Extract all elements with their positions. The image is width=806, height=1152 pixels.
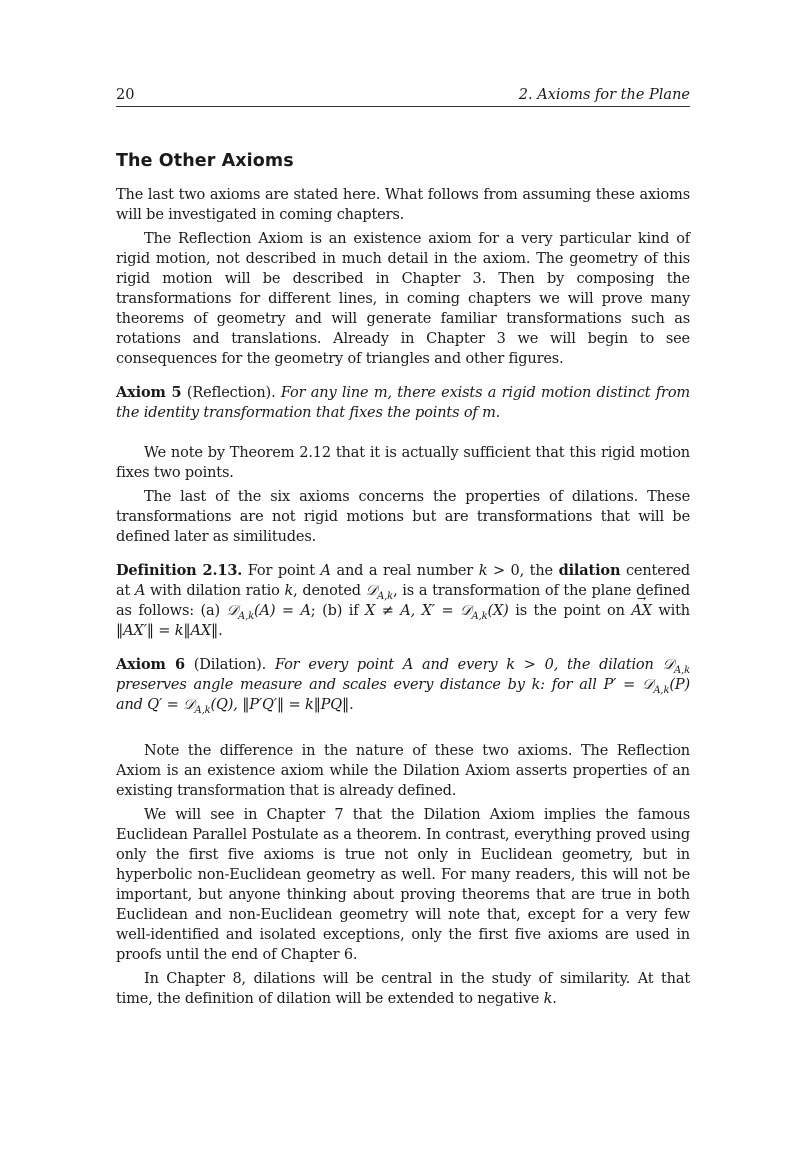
definition-text: For point [242,563,321,579]
math-subscript: A,k [194,704,211,716]
math-var: k [543,991,553,1007]
math-operator: 𝒟 [365,583,378,599]
ray-notation: → AX [631,601,652,621]
definition-text: with ‖ [116,603,690,639]
math-subscript: A,k [377,590,394,602]
axiom-6-name: (Dilation). [184,657,267,673]
definition-label: Definition 2.13. [116,562,243,579]
paragraph-intro: The last two axioms are stated here. What follows from assuming these axioms will be investigated in coming chapters. [116,187,690,223]
axiom-5-label: Axiom 5 [116,384,182,401]
definition-text: with dilation ratio [145,583,285,599]
math-operator: 𝒟 [460,603,472,619]
math-expression: X ≠ A, X′ = [365,603,461,619]
paragraph-text: . [552,991,557,1007]
axiom-5 [116,383,690,423]
math-var: k [284,583,294,599]
math-expression: AX [190,623,212,639]
definition-text: and a real number [330,563,479,579]
axiom-6-statement: preserves angle measure and scales every distance by k: for all P′ = [116,677,642,693]
paragraph-theorem-note: We note by Theorem 2.12 that it is actually sufficient that this rigid motion fixes two points. [116,445,690,481]
math-subscript: A,k [471,610,488,622]
axiom-6-label: Axiom 6 [116,656,185,673]
paragraph-similarity [116,969,690,1009]
definition-text: ; (b) if [310,603,366,619]
definition-text: ‖. [211,623,223,639]
definition-text: > 0, the [487,563,559,579]
axiom-6-statement: (Q), [210,697,238,713]
axiom-6-statement: For every point A and every k > 0, the dilation [266,657,663,673]
definition-text: is the point on [508,603,632,619]
axiom-6 [116,655,690,715]
paragraph-reflection-axiom: The Reflection Axiom is an existence axiom for a very particular kind of rigid motion, not described in much detail in the axiom. The geometry of this rigid motion will be described in Chapter 3. Then by composing the transformations for different lines, in coming chapters we will prove many theorems of geometry and will generate familiar transformations such as rotations and translations. Already in Chapter 3 we will begin to see consequences for the geometry of triangles and other figures. [116,231,690,367]
math-subscript: A,k [238,610,255,622]
math-var: A [134,583,146,599]
math-subscript: A,k [673,664,690,676]
math-operator: 𝒟 [226,603,239,619]
definition-text: centered at [116,563,691,599]
section-title: The Other Axioms [116,151,294,171]
math-expression: AX′ [123,623,147,639]
math-operator: 𝒟 [662,657,674,673]
math-var: k [478,563,488,579]
definition-text: , is a transformation of the plane defined as follows: (a) [116,583,690,619]
axiom-6-statement: (P) and Q′ = [116,677,690,713]
running-header [116,86,690,107]
math-var: A [320,563,331,579]
chapter-title: 2. Axioms for the Plane [518,87,690,103]
paragraph-difference: Note the difference in the nature of these two axioms. The Reflection Axiom is an existence axiom while the Dilation Axiom asserts properties of an existing transformation that is already defined. [116,743,690,799]
axiom-5-statement: For any line m, there exists a rigid motion distinct from the identity transformation that fixes the points of m. [116,385,690,421]
math-expression: (X) [487,603,509,619]
page-number: 20 [116,87,135,103]
math-operator: 𝒟 [183,697,195,713]
math-subscript: A,k [653,684,670,696]
defined-term: dilation [558,562,621,579]
math-operator: 𝒟 [641,677,654,693]
definition-text: ‖ [183,623,191,639]
document-page [116,86,690,1009]
definition-2-13 [116,561,690,641]
paragraph-dilations: The last of the six axioms concerns the properties of dilations. These transformations are not rigid motions but are transformations that will be defined later as similitudes. [116,489,690,545]
definition-text: , denoted [293,583,366,599]
math-var: k [174,623,184,639]
math-expression: (A) = A [254,603,311,619]
paragraph-parallel-postulate: We will see in Chapter 7 that the Dilation Axiom implies the famous Euclidean Parallel Postulate as a theorem. In contrast, everything proved using only the first five axioms is true not only in Euclidean geometry, but in hyperbolic non-Euclidean geometry as well. For many readers, this will not be important, but anyone thinking about proving theorems that are true in both Euclidean and non-Euclidean geometry will note that, except for a very few well-identified and isolated exceptions, only the first five axioms are used in proofs until the end of Chapter 6. [116,807,690,963]
axiom-6-statement: ‖P′Q′‖ = k‖PQ‖. [242,697,354,713]
paragraph-text: In Chapter 8, dilations will be central in the study of similarity. At that time, the definition of dilation will be extended to negative [116,971,690,1007]
axiom-5-name: (Reflection). [181,385,276,401]
definition-text: ‖ = [146,623,175,639]
